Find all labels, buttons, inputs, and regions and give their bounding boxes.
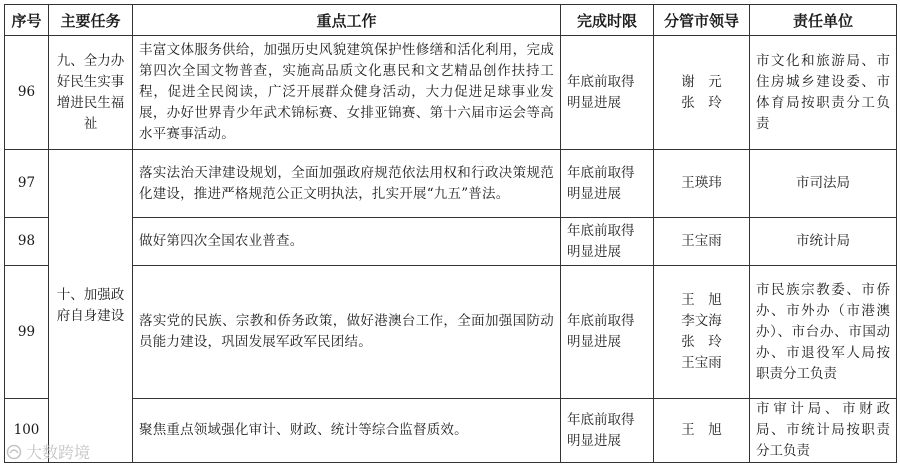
work-item: 做好第四次全国农业普查。 bbox=[133, 218, 561, 266]
deadline: 年底前取得明显进展 bbox=[561, 266, 654, 399]
work-item: 丰富文体服务供给，加强历史风貌建筑保护性修缮和活化利用，完成第四次全国文物普查，实施高品质文化惠民和文艺精品创作扶持工程，促进全民阅读，广泛开展群众健身活动，大力促进足球事业发展，办好世界青少年武术锦标赛、女排亚锦赛、第十六届市运会等高水平赛事活动。 bbox=[133, 36, 561, 150]
responsible-unit: 市审计局、市财政局、市统计局按职责分工负责 bbox=[750, 399, 897, 463]
header-task: 主要任务 bbox=[49, 5, 133, 36]
responsible-unit: 市民族宗教委、市侨办、市外办（市港澳办）、市台办、市国动办、市退役军人局按职责分工负责 bbox=[750, 266, 897, 399]
leader-name: 王 旭 bbox=[681, 292, 722, 308]
leader-name: 王 旭 bbox=[681, 422, 722, 438]
header-work: 重点工作 bbox=[133, 5, 561, 36]
leaders bbox=[654, 150, 750, 218]
table-row bbox=[5, 266, 897, 399]
work-table bbox=[4, 4, 897, 463]
leader-name: 张 玲 bbox=[681, 334, 722, 350]
leader-name: 王宝雨 bbox=[681, 233, 722, 249]
table-row bbox=[5, 150, 897, 218]
watermark-text: 大数跨境 bbox=[26, 443, 91, 462]
task-group-9: 九、全力办好民生实事增进民生福祉 bbox=[49, 36, 133, 150]
leader-name: 李文海 bbox=[681, 313, 722, 329]
leader-name: 王瑛玮 bbox=[681, 175, 722, 191]
row-number: 98 bbox=[5, 218, 49, 266]
work-item: 聚焦重点领域强化审计、财政、统计等综合监督质效。 bbox=[133, 399, 561, 463]
table-row bbox=[5, 36, 897, 150]
leaders bbox=[654, 399, 750, 463]
header-unit: 责任单位 bbox=[750, 5, 897, 36]
row-number: 97 bbox=[5, 150, 49, 218]
leader-name: 王宝雨 bbox=[681, 355, 722, 371]
leaders bbox=[654, 266, 750, 399]
deadline: 年底前取得明显进展 bbox=[561, 36, 654, 150]
responsible-unit: 市司法局 bbox=[750, 150, 897, 218]
row-number: 99 bbox=[5, 266, 49, 399]
responsible-unit: 市文化和旅游局、市住房城乡建设委、市体育局按职责分工负责 bbox=[750, 36, 897, 150]
row-number: 100 bbox=[5, 399, 49, 463]
header-deadline: 完成时限 bbox=[561, 5, 654, 36]
table-row bbox=[5, 218, 897, 266]
task-group-10: 十、加强政府自身建设 bbox=[49, 150, 133, 463]
row-number: 96 bbox=[5, 36, 49, 150]
deadline: 年底前取得明显进展 bbox=[561, 150, 654, 218]
deadline: 年底前取得明显进展 bbox=[561, 399, 654, 463]
work-item: 落实法治天津建设规划，全面加强政府规范依法用权和行政决策规范化建设，推进严格规范公正文明执法，扎实开展“九五”普法。 bbox=[133, 150, 561, 218]
leaders bbox=[654, 218, 750, 266]
leaders bbox=[654, 36, 750, 150]
responsible-unit: 市统计局 bbox=[750, 218, 897, 266]
deadline: 年底前取得明显进展 bbox=[561, 218, 654, 266]
header-leader: 分管市领导 bbox=[654, 5, 750, 36]
leader-name: 谢 元 bbox=[681, 73, 722, 90]
header-row bbox=[5, 5, 897, 36]
watermark-logo-icon bbox=[6, 444, 22, 460]
work-item: 落实党的民族、宗教和侨务政策，做好港澳台工作，全面加强国防动员能力建设，巩固发展军政军民团结。 bbox=[133, 266, 561, 399]
leader-name: 张 玲 bbox=[681, 94, 722, 111]
watermark bbox=[6, 440, 90, 463]
header-no: 序号 bbox=[5, 5, 49, 36]
table-row bbox=[5, 399, 897, 463]
